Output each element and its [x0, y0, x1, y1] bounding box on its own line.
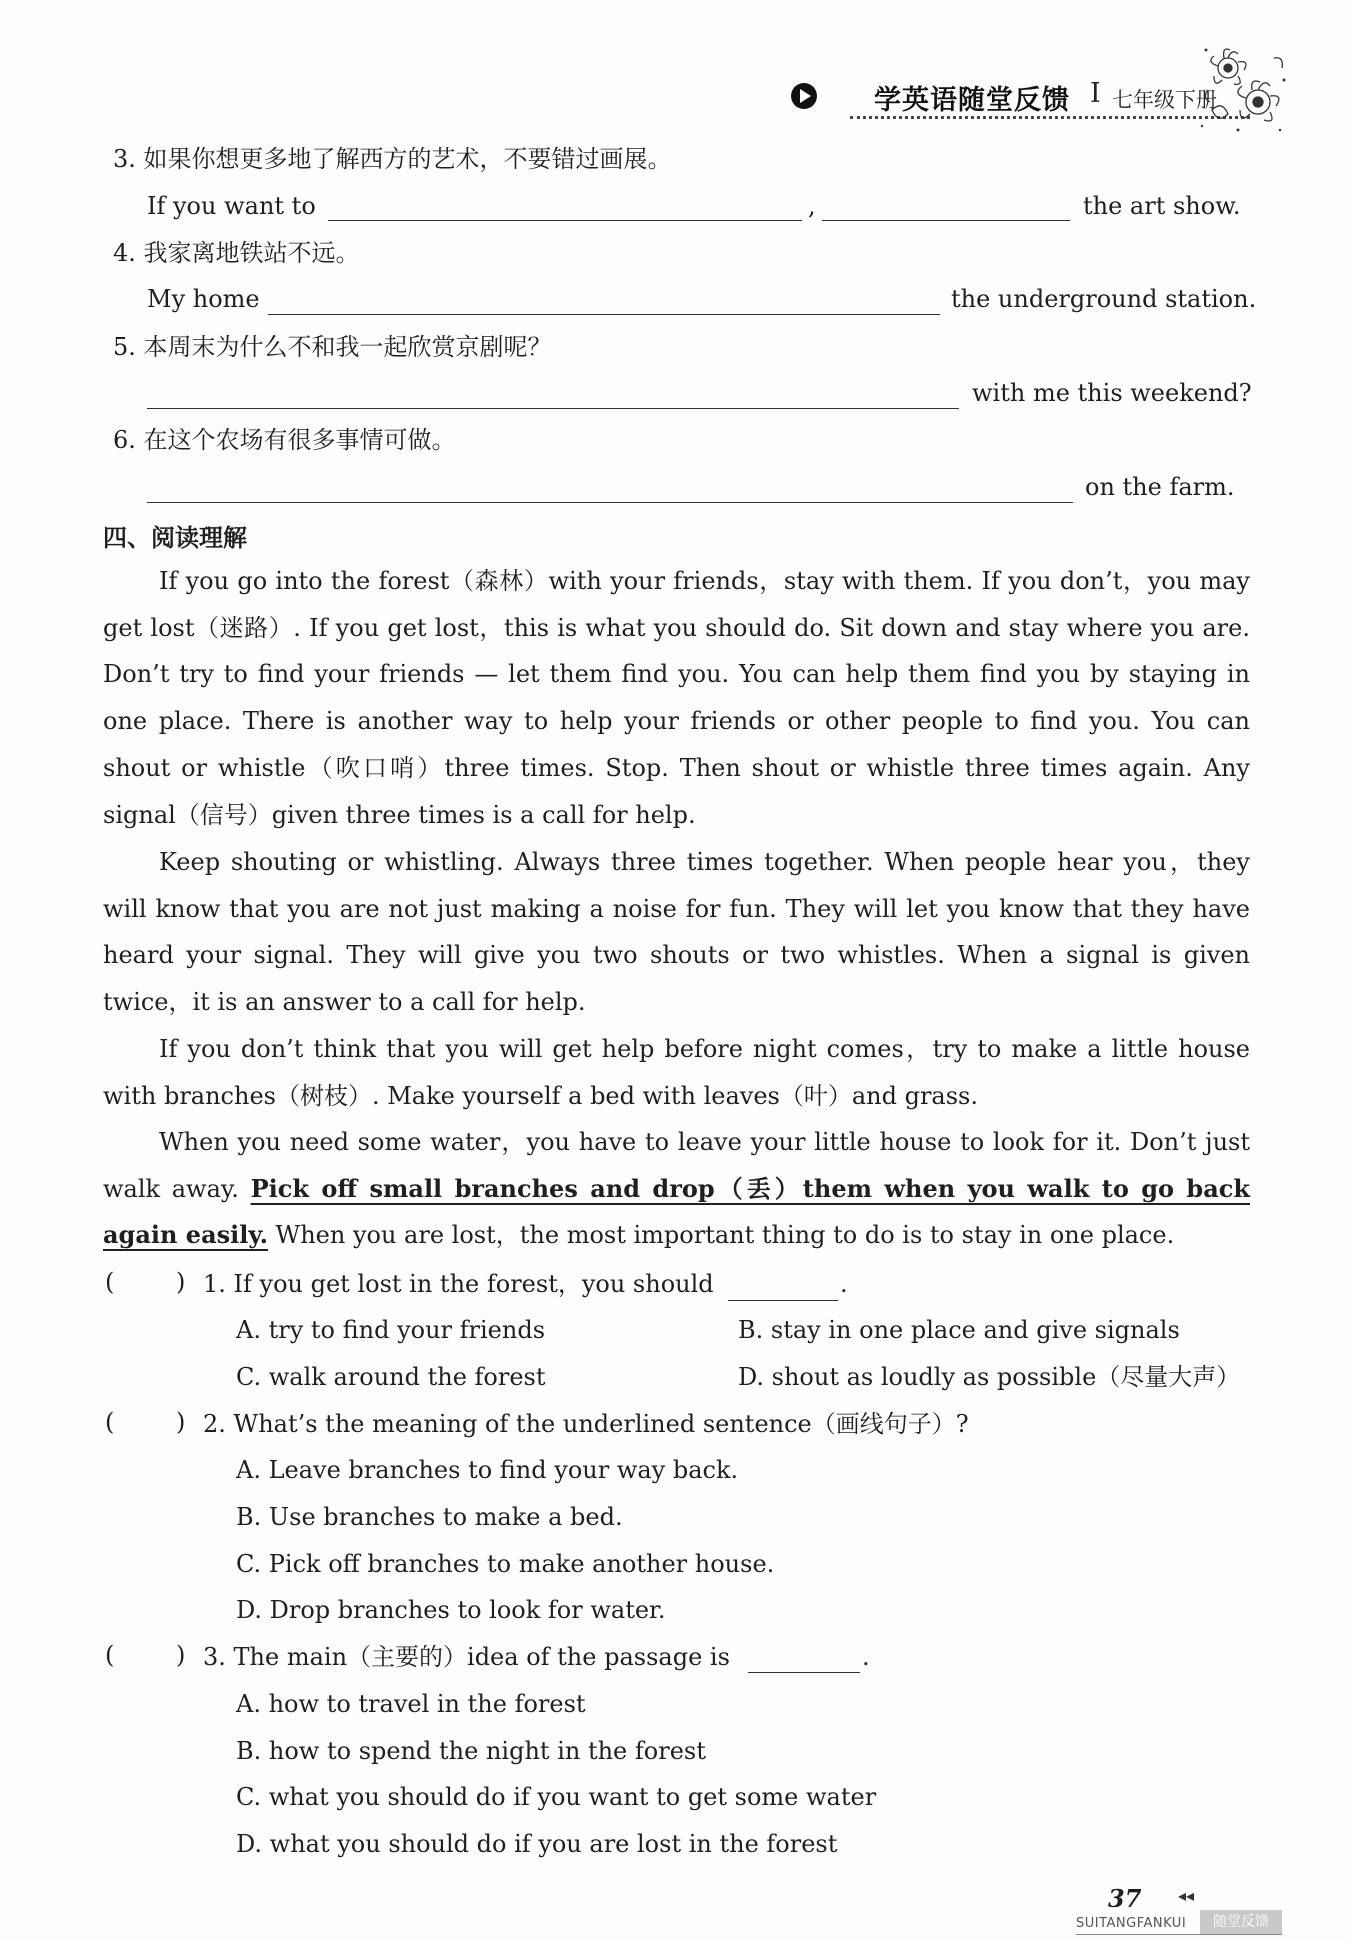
q4-prefix: My home [147, 285, 260, 313]
grade-label: 七年级下册 [1112, 88, 1217, 112]
q3-answer-blank-2[interactable] [822, 220, 1070, 221]
flower-decoration-icon [1198, 40, 1290, 140]
page-number: 37 [1108, 1884, 1142, 1913]
question-1-option-d[interactable]: D. shout as loudly as possible（尽量大声） [738, 1363, 1241, 1391]
question-1-end: . [840, 1270, 848, 1298]
question-2-option-d[interactable]: D. Drop branches to look for water. [236, 1596, 666, 1624]
footer-tag: 随堂反馈 [1200, 1910, 1282, 1934]
chinese-sentence: 在这个农场有很多事情可做。 [143, 426, 456, 454]
q3-prefix: If you want to [147, 192, 316, 220]
q3-answer-blank-1[interactable] [328, 220, 802, 221]
paragraph-4-end: When you are lost，the most important thing to do is to stay in one place. [267, 1221, 1175, 1250]
q5-suffix: with me this weekend? [972, 379, 1252, 407]
question-2-stem: 2. What’s the meaning of the underlined sentence（画线句子）? [203, 1410, 969, 1438]
question-3-option-b[interactable]: B. how to spend the night in the forest [236, 1737, 706, 1765]
underlined-sentence: Pick off small branches and drop（丢）them when you walk to go back again easily. [103, 1173, 1250, 1250]
q6-answer-blank[interactable] [147, 502, 1073, 503]
title-separator: I [1090, 78, 1101, 109]
question-1-option-a[interactable]: A. try to find your friends [236, 1316, 546, 1344]
question-1-option-b[interactable]: B. stay in one place and give signals [738, 1316, 1180, 1344]
question-1-stem: 1. If you get lost in the forest，you should [203, 1270, 714, 1298]
answer-paren-close-3: ) [176, 1641, 186, 1669]
translation-item-6 [113, 424, 456, 456]
translation-item-5 [113, 331, 552, 363]
question-1-blank[interactable] [728, 1300, 838, 1301]
answer-paren-close-1: ) [176, 1268, 186, 1296]
question-3-end: . [862, 1643, 870, 1671]
question-3-blank[interactable] [748, 1672, 860, 1673]
play-icon [790, 82, 818, 110]
translation-item-4 [113, 237, 360, 269]
item-number: 6. [113, 426, 136, 454]
footer-rule [1076, 1934, 1282, 1935]
passage-paragraph-1: If you go into the forest（森林）with your friends，stay with them. If you don’t，you may get lost（迷路）. If you get lost，this is what you should do. Sit down and stay where you are. Don’t try to find your friends — let them find you. You can help them find you by staying in one place. There is another way to help your friends or other people to find you. You can shout or whistle（吹口哨）three times. Stop. Then shout or whistle three times again. Any signal（信号）given three times is a call for help. [103, 567, 1250, 829]
chinese-sentence: 我家离地铁站不远。 [143, 239, 360, 267]
page-header [790, 72, 1260, 132]
question-3-option-c[interactable]: C. what you should do if you want to get some water [236, 1783, 877, 1811]
item-number: 5. [113, 333, 136, 361]
passage-paragraph-2: Keep shouting or whistling. Always three times together. When people hear you，they will know that you are not just making a noise for fun. They will let you know that they have heard your signal. They will give you two shouts or two whistles. When a signal is given twice，it is an answer to a call for help. [103, 848, 1250, 1017]
footer-brand: SUITANGFANKUI [1076, 1916, 1187, 1931]
passage-paragraph-3: If you don’t think that you will get help before night comes，try to make a little house with branches（树枝）. Make yourself a bed with leaves（叶）and grass. [103, 1035, 1250, 1110]
q4-answer-blank[interactable] [268, 314, 940, 315]
arrow-left-icon: ◂◂ [1178, 1886, 1195, 1905]
question-2-option-a[interactable]: A. Leave branches to find your way back. [236, 1456, 739, 1484]
answer-paren-open-2: ( [105, 1408, 115, 1436]
passage-paragraph-4 [103, 1119, 1250, 1259]
q5-answer-blank[interactable] [147, 408, 959, 409]
q3-suffix: the art show. [1083, 192, 1241, 220]
question-3-option-d[interactable]: D. what you should do if you are lost in the forest [236, 1830, 838, 1858]
answer-paren-close-2: ) [176, 1408, 186, 1436]
paragraph-4-start: When you need some water，you have to leave your little house to look for it. Don’t just walk away. [103, 1128, 1250, 1203]
item-number: 4. [113, 239, 136, 267]
book-title: 学英语随堂反馈 [874, 85, 1070, 116]
item-number: 3. [113, 145, 136, 173]
question-3-stem: 3. The main（主要的）idea of the passage is [203, 1643, 730, 1671]
q3-comma: , [808, 192, 816, 220]
answer-paren-open-3: ( [105, 1641, 115, 1669]
chinese-sentence: 如果你想更多地了解西方的艺术，不要错过画展。 [143, 145, 672, 173]
answer-paren-open-1: ( [105, 1268, 115, 1296]
q6-suffix: on the farm. [1085, 473, 1235, 501]
question-2-option-b[interactable]: B. Use branches to make a bed. [236, 1503, 623, 1531]
q4-suffix: the underground station. [951, 285, 1257, 313]
question-2-option-c[interactable]: C. Pick off branches to make another house. [236, 1550, 775, 1578]
section-title-reading: 四、阅读理解 [103, 524, 247, 552]
question-3-option-a[interactable]: A. how to travel in the forest [236, 1690, 586, 1718]
header-dotted-rule [850, 116, 1250, 119]
chinese-sentence: 本周末为什么不和我一起欣赏京剧呢？ [143, 333, 552, 361]
question-1-option-c[interactable]: C. walk around the forest [236, 1363, 546, 1391]
translation-item-3 [113, 143, 672, 175]
